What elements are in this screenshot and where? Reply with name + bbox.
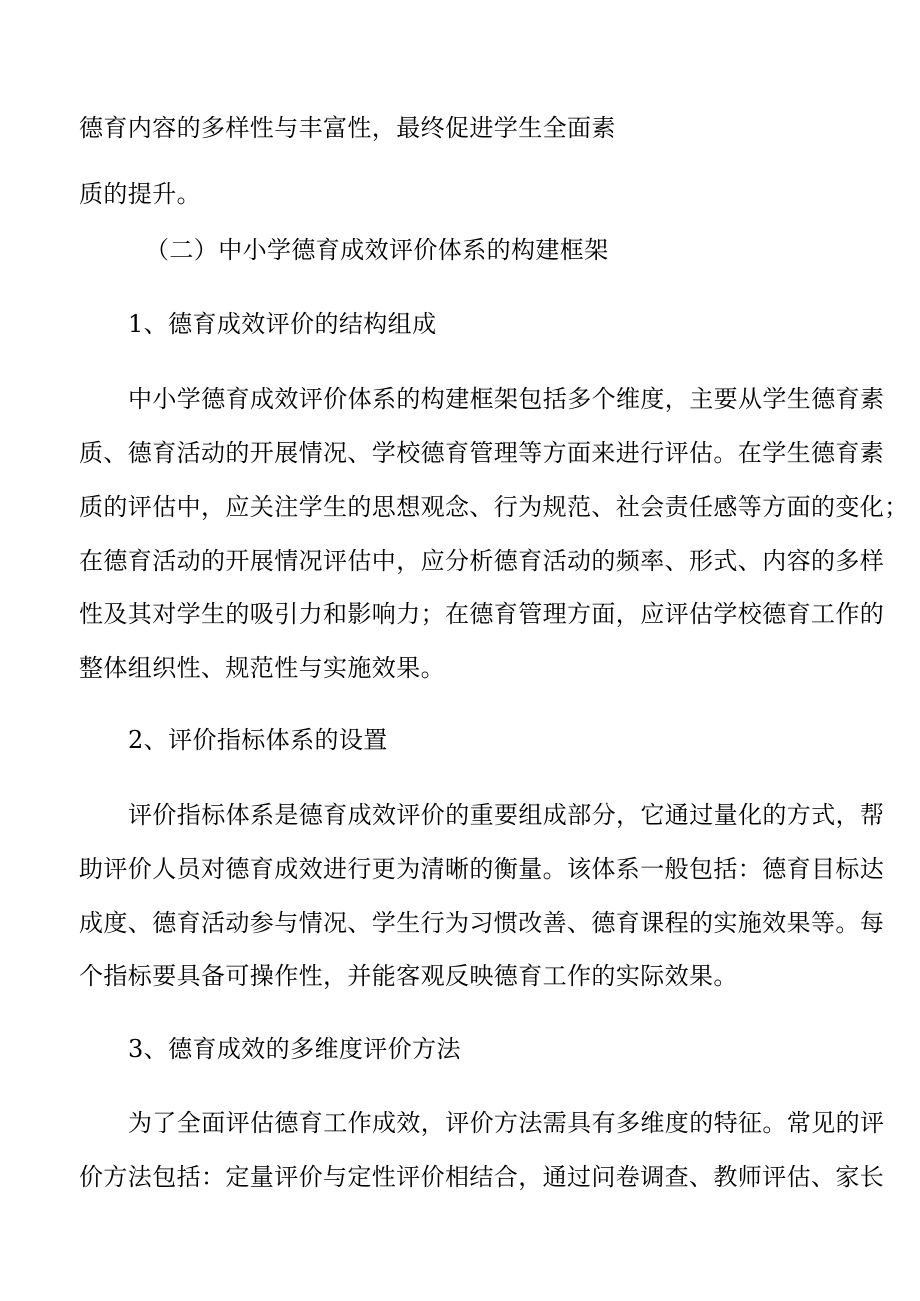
paragraph-line: 评价指标体系是德育成效评价的重要组成部分，它通过量化的方式，帮 bbox=[128, 801, 885, 829]
paragraph-line: 价方法包括：定量评价与定性评价相结合，通过问卷调查、教师评估、家长 bbox=[79, 1163, 885, 1191]
paragraph-line: 德育内容的多样性与丰富性，最终促进学生全面素 bbox=[79, 114, 616, 142]
paragraph-line: 成度、德育活动参与情况、学生行为习惯改善、德育课程的实施效果等。每 bbox=[79, 909, 885, 937]
paragraph-line: 在德育活动的开展情况评估中，应分析德育活动的频率、形式、内容的多样 bbox=[79, 547, 885, 575]
section-title: （二）中小学德育成效评价体系的构建框架 bbox=[145, 236, 609, 264]
paragraph-line: 助评价人员对德育成效进行更为清晰的衡量。该体系一般包括：德育目标达 bbox=[79, 855, 885, 883]
paragraph-line: 性及其对学生的吸引力和影响力；在德育管理方面，应评估学校德育工作的 bbox=[79, 600, 885, 628]
paragraph-line: 个指标要具备可操作性，并能客观反映德育工作的实际效果。 bbox=[79, 962, 738, 990]
subsection-heading: 3、德育成效的多维度评价方法 bbox=[128, 1035, 461, 1063]
paragraph-line: 为了全面评估德育工作成效，评价方法需具有多维度的特征。常见的评 bbox=[128, 1109, 885, 1137]
subsection-heading: 2、评价指标体系的设置 bbox=[128, 726, 388, 754]
paragraph-line: 中小学德育成效评价体系的构建框架包括多个维度，主要从学生德育素 bbox=[128, 385, 885, 413]
paragraph-line: 质、德育活动的开展情况、学校德育管理等方面来进行评估。在学生德育素 bbox=[79, 439, 885, 467]
subsection-heading: 1、德育成效评价的结构组成 bbox=[128, 310, 437, 338]
paragraph-line: 质的评估中，应关注学生的思想观念、行为规范、社会责任感等方面的变化； bbox=[79, 493, 909, 521]
paragraph-line: 整体组织性、规范性与实施效果。 bbox=[79, 654, 445, 682]
paragraph-line: 质的提升。 bbox=[79, 180, 201, 208]
